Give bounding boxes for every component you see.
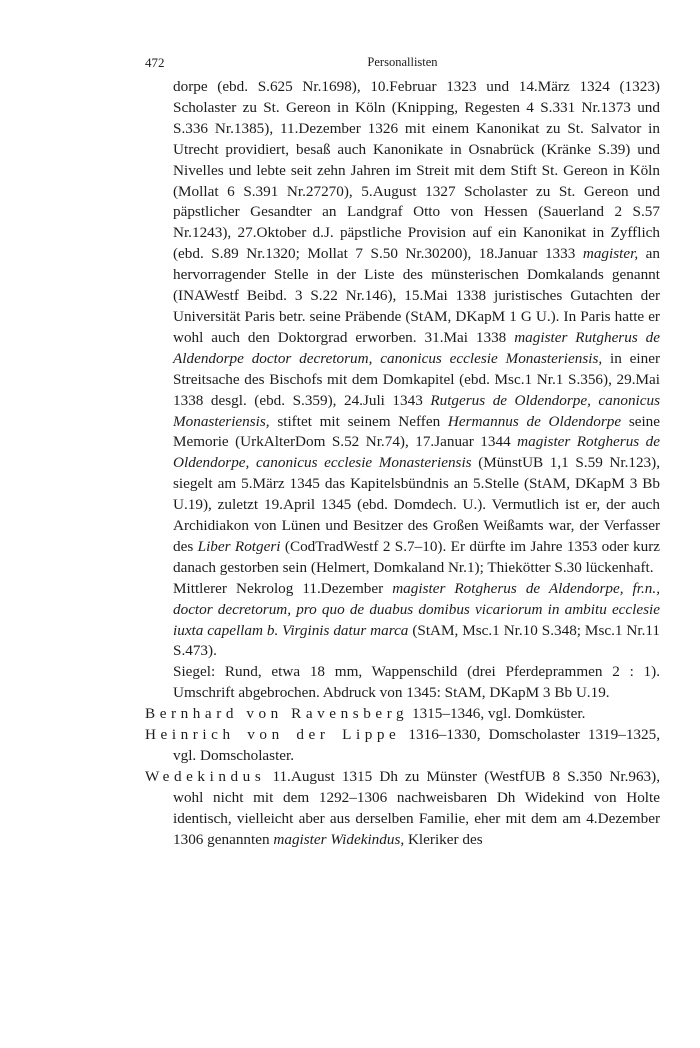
page-number: 472 xyxy=(145,55,165,70)
entry-name: Wedekindus xyxy=(145,767,266,785)
entry-heinrich-von-der-lippe: Heinrich von der Lippe 1316–1330, Domscholaster 1319–1325, vgl. Domscholaster. xyxy=(145,726,660,764)
running-title: Personallisten xyxy=(367,55,438,69)
entry-wedekindus: Wedekindus 11.August 1315 Dh zu Münster (WestfUB 8 S.350 Nr.963), wohl nicht mit dem 1292–1306 nachweisbaren Dh Widekind von Holte identisch, vielleicht aber aus derselben Familie, eher mit dem am 4.Dezember 1306 genannten magister Widekindus, Kleriker des xyxy=(145,767,660,848)
paragraph-necrology: Mittlerer Nekrolog 11.Dezember magister Rotgherus de Aldendorpe, fr.n., doctor decretorum, pro quo de duabus domibus vicariorum in ambitu ecclesie iuxta capellam b. Virginis datur marca (StAM, Msc.1 Nr.10 S.348; Msc.1 Nr.11 S.473). xyxy=(173,579,661,660)
entry-name: Heinrich von der Lippe xyxy=(145,726,401,744)
paragraph-rutger-biography: dorpe (ebd. S.625 Nr.1698), 10.Februar 1323 und 14.März 1324 (1323) Scholaster zu St. Gereon in Köln (Knipping, Regesten 4 S.331 Nr.1373 und S.336 Nr.1385), 11.Dezember 1326 mit einem Kanonikat zu St. Salvator in Utrecht providiert, besaß auch Kanonikate in Osnabrück (Kränke S.39) und Nivelles und lebte seit zehn Jahren im Streit mit dem Stift St. Gereon in Köln (Mollat 6 S.391 Nr.27270), 5.August 1327 Scholaster zu St. Gereon und päpstlicher Gesandter an Landgraf Otto von Hessen (Sauerland 2 S.57 Nr.1243), 27.Oktober d.J. päpstliche Provision auf ein Kanonikat in Zyfflich (ebd. S.89 Nr.1320; Mollat 7 S.50 Nr.30200), 18.Januar 1333 magister, an hervorragender Stelle in der Liste des münsterischen Domkalands genannt (INAWestf Beibd. 3 S.22 Nr.146), 15.Mai 1338 juristisches Gutachten der Universität Paris betr. seine Präbende (StAM, DKapM 1 G U.). In Paris hatte er wohl auch den Doktorgrad erworben. 31.Mai 1338 magister Rutgherus de Aldendorpe doctor decretorum, canonicus ecclesie Monasteriensis, in einer Streitsache des Bischofs mit dem Domkapitel (ebd. Msc.1 Nr.1 S.356), 29.Mai 1338 desgl. (ebd. S.359), 24.Juli 1343 Rutgerus de Oldendorpe, canonicus Monasteriensis, stiftet mit seinem Neffen Hermannus de Oldendorpe seine Memorie (UrkAlterDom S.52 Nr.74), 17.Januar 1344 magister Rotgherus de Oldendorpe, canonicus ecclesie Monasteriensis (MünstUB 1,1 S.59 Nr.123), siegelt am 5.März 1345 das Kapitelsbündnis an 5.Stelle (StAM, DKapM 3 Bb U.19), zuletzt 19.April 1345 (ebd. Domdech. U.). Vermutlich ist er, der auch Archidiakon von Lünen und Besitzer des Großen Weißamts war, der Verfasser des Liber Rotgeri (CodTradWestf 2 S.7–10). Er dürfte im Jahre 1353 oder kurz danach gestorben sein (Helmert, Domkaland Nr.1); Thiekötter S.30 lückenhaft. xyxy=(173,78,661,576)
entry-bernhard-von-ravensberg: Bernhard von Ravensberg 1315–1346, vgl. Domküster. xyxy=(145,705,586,723)
text-body xyxy=(145,77,660,851)
paragraph-seal: Siegel: Rund, etwa 18 mm, Wappenschild (drei Pferdeprammen 2 : 1). Umschrift abgebrochen. Abdruck von 1345: StAM, DKapM 3 Bb U.19. xyxy=(173,663,660,702)
entry-name: Bernhard von Ravensberg xyxy=(145,705,409,723)
running-head xyxy=(145,55,660,75)
